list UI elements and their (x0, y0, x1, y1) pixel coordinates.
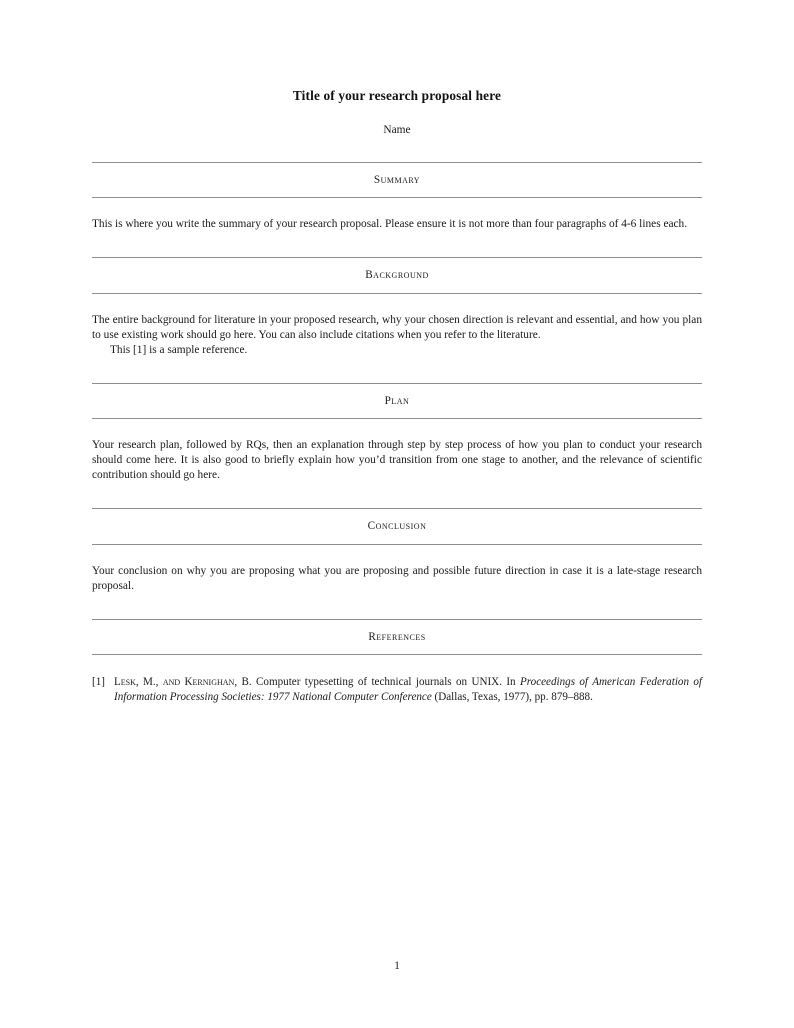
section-header-plan (92, 383, 702, 419)
section-title-conclusion: Conclusion (367, 520, 427, 533)
section-body-plan (92, 419, 702, 483)
reference-suffix: (Dallas, Texas, 1977), pp. 879–888. (431, 691, 593, 704)
background-paragraph-1: The entire background for literature in your proposed research, why your chosen direction is relevant and essential, and how you plan to use existing work should go here. You can also include citations when you refer to the literature. (92, 313, 702, 341)
section-header-summary (92, 162, 702, 198)
plan-paragraph-1: Your research plan, followed by RQs, then an explanation through step by step process of how you plan to conduct your research should come here. It is also good to briefly explain how you’d transition from one stage to another, and the relevance of scientific contribution should go here. (92, 439, 702, 482)
page-number: 1 (394, 960, 400, 972)
reference-item (92, 675, 702, 705)
section-body-conclusion (92, 545, 702, 594)
title-block (92, 0, 702, 137)
section-title-summary: Summary (373, 173, 421, 186)
conclusion-paragraph-1: Your conclusion on why you are proposing what you are proposing and possible future direction in case it is a late-stage research proposal. (92, 564, 702, 592)
page-content (92, 0, 702, 705)
section-title-background: Background (365, 269, 429, 282)
section-header-background (92, 257, 702, 293)
reference-authors: Lesk, M., and Kernighan, B. (114, 676, 252, 689)
section-title-plan: Plan (384, 394, 410, 407)
section-title-references: References (368, 630, 426, 643)
section-body-summary (92, 198, 702, 232)
page-title: Title of your research proposal here (292, 88, 502, 103)
reference-venue: Proceedings of American Federation of Information Processing Societies: 1977 National Computer Conference (114, 676, 702, 704)
section-header-references (92, 619, 702, 655)
summary-paragraph-1: This is where you write the summary of your research proposal. Please ensure it is not more than four paragraphs of 4-6 lines each. (92, 218, 688, 231)
reference-number: [1] (92, 676, 105, 689)
reference-article-title: Computer typesetting of technical journals on UNIX. In (251, 676, 520, 689)
background-paragraph-2: This [1] is a sample reference. (110, 343, 248, 356)
reference-list (92, 655, 702, 705)
section-header-conclusion (92, 508, 702, 544)
section-body-background (92, 294, 702, 358)
author-name: Name (383, 123, 411, 136)
